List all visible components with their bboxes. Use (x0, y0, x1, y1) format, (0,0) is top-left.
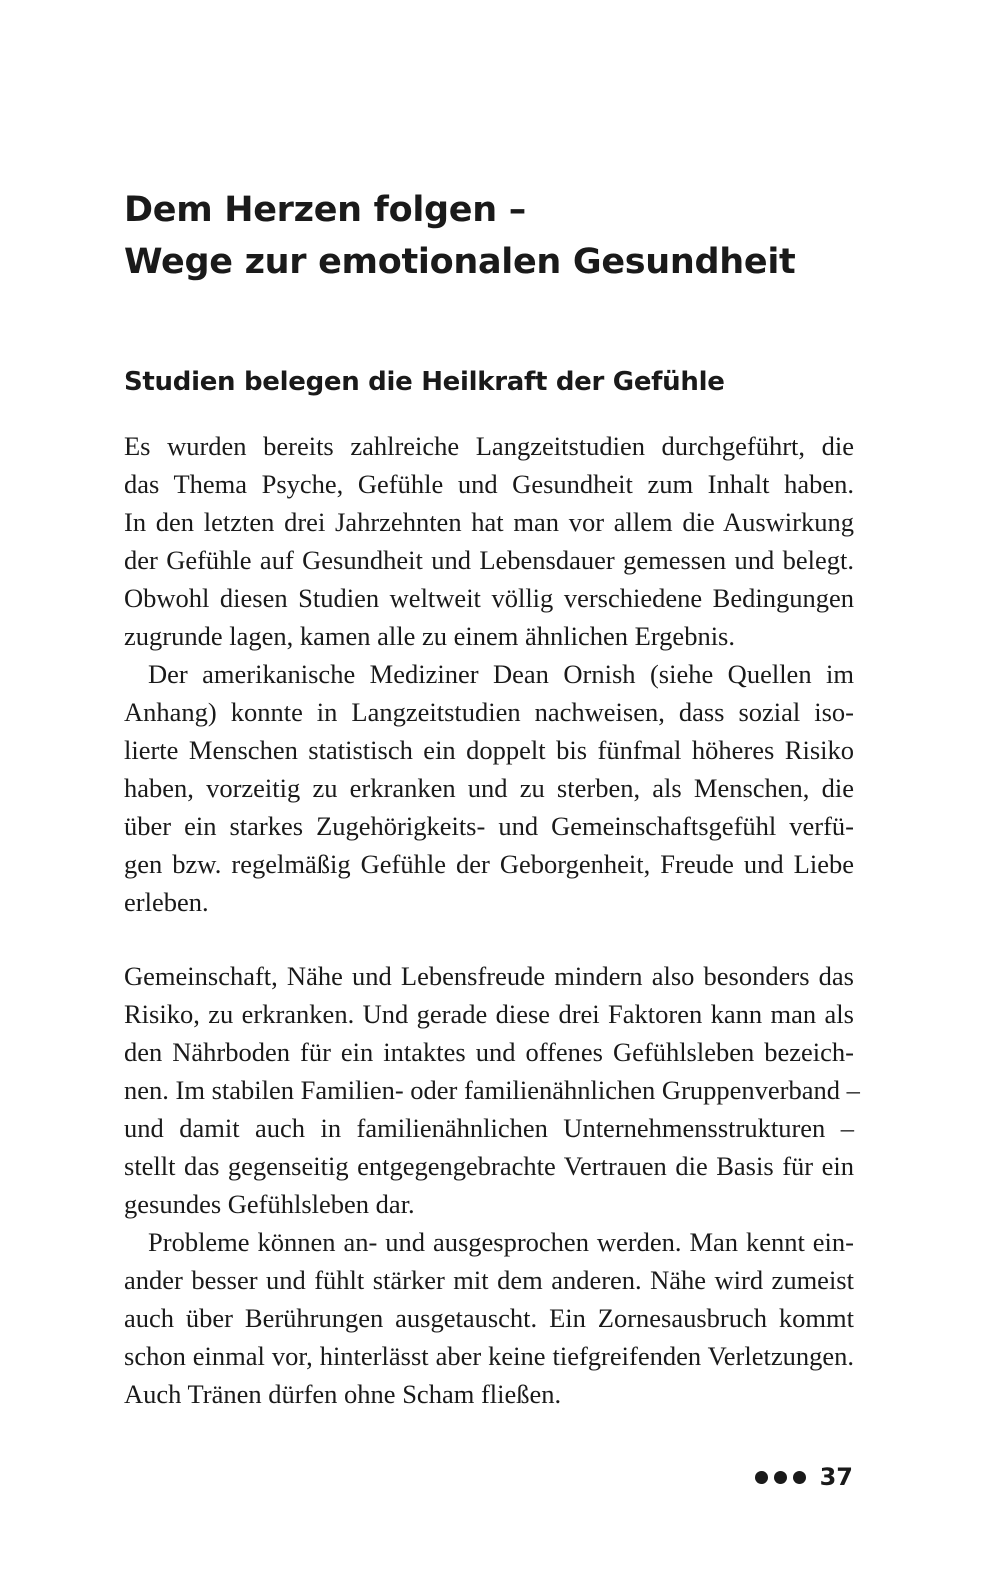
paragraph-line: zugrunde lagen, kamen alle zu einem ähnlichen Ergebnis. (124, 621, 735, 651)
paragraph-line: nen. Im stabilen Familien- oder familienähnlichen Gruppenverband – (124, 1075, 860, 1105)
paragraph-line: über ein starkes Zugehörigkeits- und Gemeinschaftsgefühl verfü- (124, 811, 854, 841)
paragraph-line: schon einmal vor, hinterlässt aber keine tiefgreifenden Verletzungen. (124, 1341, 854, 1371)
chapter-title-line-2: Wege zur emotionalen Gesundheit (124, 242, 796, 282)
page-footer (755, 1460, 853, 1494)
paragraph-line: ander besser und fühlt stärker mit dem anderen. Nähe wird zumeist (124, 1265, 854, 1295)
paragraph-line: Probleme können an- und ausgesprochen werden. Man kennt ein- (148, 1227, 854, 1257)
dot-icon (774, 1471, 787, 1484)
paragraph-line: gen bzw. regelmäßig Gefühle der Geborgenheit, Freude und Liebe (124, 849, 854, 879)
paragraph-line: In den letzten drei Jahrzehnten hat man vor allem die Auswirkung (124, 507, 854, 537)
paragraph-line: auch über Berührungen ausgetauscht. Ein Zornesausbruch kommt (124, 1303, 854, 1333)
chapter-title-line-1: Dem Herzen folgen – (124, 190, 526, 230)
paragraph-line: der Gefühle auf Gesundheit und Lebensdauer gemessen und belegt. (124, 545, 854, 575)
page-number: 37 (819, 1463, 853, 1491)
paragraph-line: Risiko, zu erkranken. Und gerade diese drei Faktoren kann man als (124, 999, 854, 1029)
paragraph-line: das Thema Psyche, Gefühle und Gesundheit zum Inhalt haben. (124, 469, 854, 499)
paragraph-line: stellt das gegenseitig entgegengebrachte Vertrauen die Basis für ein (124, 1151, 854, 1181)
text-block-1 (124, 427, 854, 921)
paragraph-line: Gemeinschaft, Nähe und Lebensfreude mindern also besonders das (124, 961, 854, 991)
paragraph-line: Obwohl diesen Studien weltweit völlig verschiedene Bedingungen (124, 583, 854, 613)
paragraph-line: Der amerikanische Mediziner Dean Ornish (siehe Quellen im (148, 659, 854, 689)
paragraph-line: lierte Menschen statistisch ein doppelt bis fünfmal höheres Risiko (124, 735, 854, 765)
paragraph-line: erleben. (124, 887, 209, 917)
three-dots-icon (755, 1471, 806, 1484)
paragraph-line: den Nährboden für ein intaktes und offenes Gefühlsleben bezeich- (124, 1037, 854, 1067)
paragraph-4 (124, 1223, 854, 1413)
paragraph-1 (124, 427, 854, 655)
paragraph-3 (124, 957, 860, 1223)
text-block-2 (124, 957, 860, 1413)
paragraph-line: Anhang) konnte in Langzeitstudien nachweisen, dass sozial iso- (124, 697, 854, 727)
dot-icon (793, 1471, 806, 1484)
paragraph-line: gesundes Gefühlsleben dar. (124, 1189, 415, 1219)
paragraph-line: Es wurden bereits zahlreiche Langzeitstudien durchgeführt, die (124, 431, 854, 461)
paragraph-line: Auch Tränen dürfen ohne Scham fließen. (124, 1379, 562, 1409)
chapter-title (124, 184, 884, 288)
paragraph-2 (124, 655, 854, 921)
dot-icon (755, 1471, 768, 1484)
paragraph-line: haben, vorzeitig zu erkranken und zu sterben, als Menschen, die (124, 773, 854, 803)
section-title: Studien belegen die Heilkraft der Gefühle (124, 367, 725, 397)
paragraph-line: und damit auch in familienähnlichen Unternehmensstrukturen – (124, 1113, 854, 1143)
